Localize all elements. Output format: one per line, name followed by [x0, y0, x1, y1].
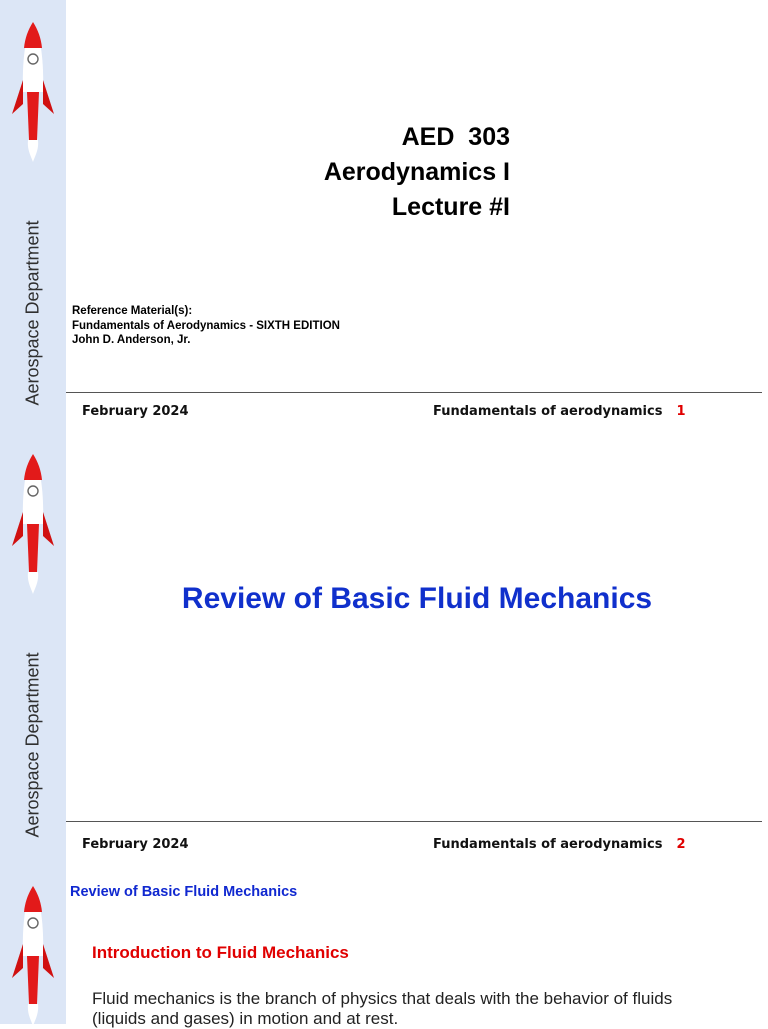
lecture-number: Lecture #I [391, 193, 510, 221]
slide-1 [0, 0, 768, 432]
course-code: AED 303 [401, 123, 510, 151]
reference-book: Fundamentals of Aerodynamics - SIXTH EDITION [72, 319, 340, 332]
slide-2 [0, 432, 768, 864]
rocket-icon [10, 886, 56, 1024]
page-number: 1 [676, 404, 686, 419]
footer-course [433, 837, 686, 852]
sidebar-label: Aerospace Department [22, 220, 43, 406]
page-number: 2 [676, 837, 686, 852]
footer-date: February 2024 [82, 837, 189, 852]
reference-label: Reference Material(s): [72, 305, 193, 317]
reference-author: John D. Anderson, Jr. [72, 334, 191, 346]
footer-rule [66, 392, 762, 393]
footer-date: February 2024 [82, 404, 189, 419]
sidebar [0, 432, 66, 864]
sidebar-label: Aerospace Department [22, 652, 43, 838]
footer-course [433, 404, 686, 419]
course-name: Aerodynamics I [323, 158, 510, 186]
footer-rule [66, 821, 762, 822]
footer-course-title: Fundamentals of aerodynamics [433, 837, 663, 852]
slide-heading: Review of Basic Fluid Mechanics [70, 884, 298, 900]
rocket-icon [10, 454, 56, 604]
section-subheading: Introduction to Fluid Mechanics [92, 943, 349, 962]
reference-material [72, 304, 340, 348]
title-block [324, 120, 510, 225]
sidebar [0, 0, 66, 432]
rocket-icon [10, 22, 56, 172]
sidebar [0, 864, 66, 1024]
footer-course-title: Fundamentals of aerodynamics [433, 404, 663, 419]
slide-title: Review of Basic Fluid Mechanics [181, 582, 653, 615]
body-text: Fluid mechanics is the branch of physics that deals with the behavior of fluids (liquids and gases) in motion and at rest. [92, 989, 673, 1028]
